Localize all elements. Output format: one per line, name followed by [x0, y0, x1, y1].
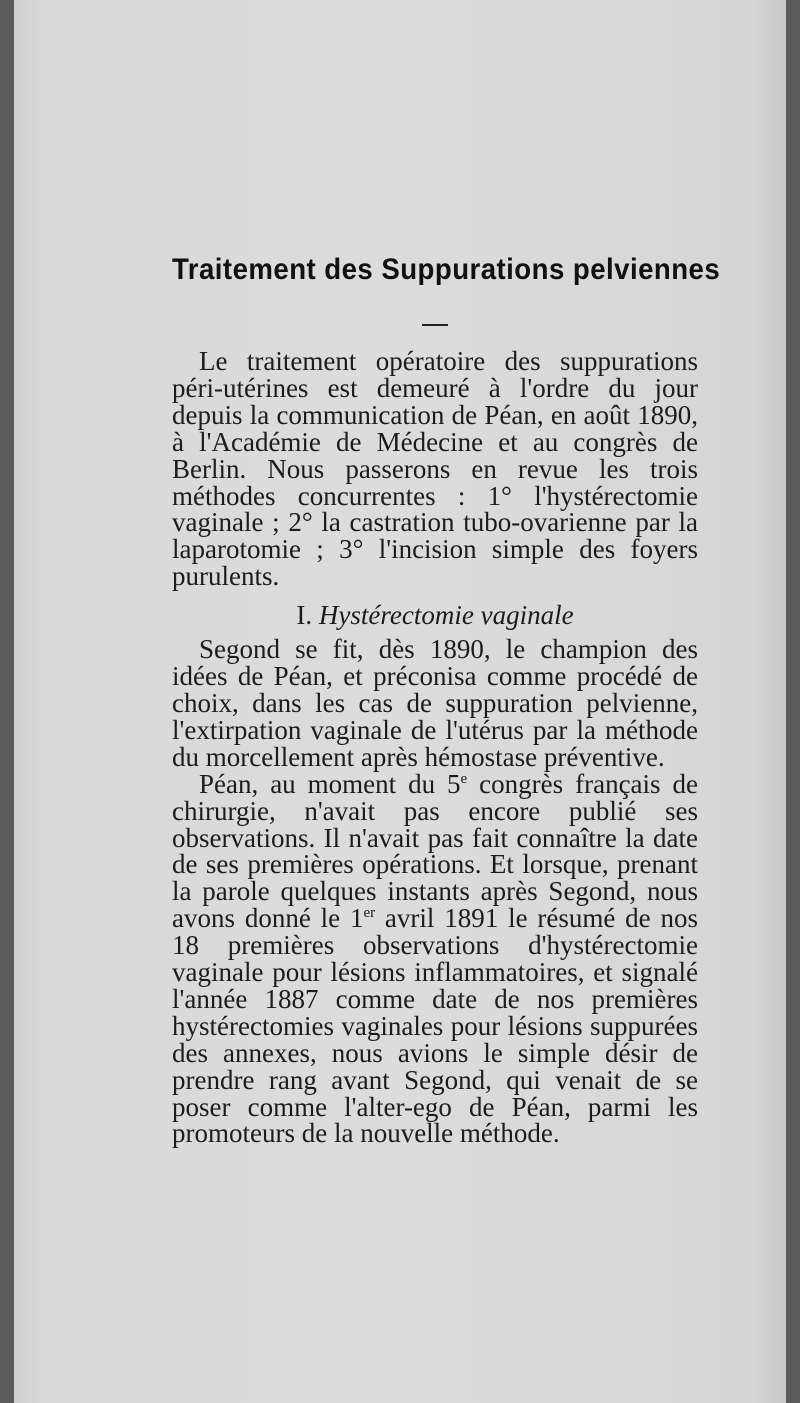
section-title: Hystérectomie vaginale — [318, 600, 574, 631]
book-page — [14, 0, 786, 1403]
paragraph-text-part: Péan, au moment du 5 — [199, 768, 461, 799]
section-heading — [172, 598, 698, 632]
intro-paragraph: Le traitement opératoire des suppurations péri-utérines est demeuré à l'ordre du jour depuis la communication de Péan, en août 1890, à l'Académie de Médecine et au congrès de Berlin. Nous passerons en revue les trois méthodes concurrentes : 1° l'hystérectomie vaginale ; 2° la castration tubo-ovarienne par la laparotomie ; 3° l'incision simple des foyers purulents. — [172, 346, 698, 592]
text-block — [172, 250, 721, 1149]
paragraph-text-part: avril 1891 le résumé de nos 18 premières observations d'hystérectomie vaginale pour lésions inflammatoires, et signalé l'année 1887 comme date de nos premières hystérectomies vaginales pour lésions suppurées des annexes, nous avions le simple désir de prendre rang avant Segond, qui venait de se poser comme l'alter-ego de Péan, parmi les promoteurs de la nouvelle méthode. — [172, 903, 698, 1149]
paragraph-segond: Segond se fit, dès 1890, le champion des idées de Péan, et préconisa comme procédé de choix, dans les cas de suppuration pelvienne, l'extirpation vaginale de l'utérus par la méthode du morcellement après hémostase préventive. — [172, 634, 698, 772]
paragraph-text-part: congrès français de chirurgie, n'avait pas encore publié ses observations. Il n'avait pas fait connaître la date de ses premières opérations. Et lorsque, prenant la parole quelques instants après Segond, nous avons donné le 1 — [172, 768, 698, 934]
paragraph-pean — [172, 768, 698, 1149]
superscript: er — [363, 905, 376, 922]
title-rule — [422, 324, 448, 326]
page-title: Traitement des Suppurations pelviennes — [172, 253, 721, 286]
section-number: I. — [296, 600, 313, 631]
superscript: e — [460, 770, 468, 787]
